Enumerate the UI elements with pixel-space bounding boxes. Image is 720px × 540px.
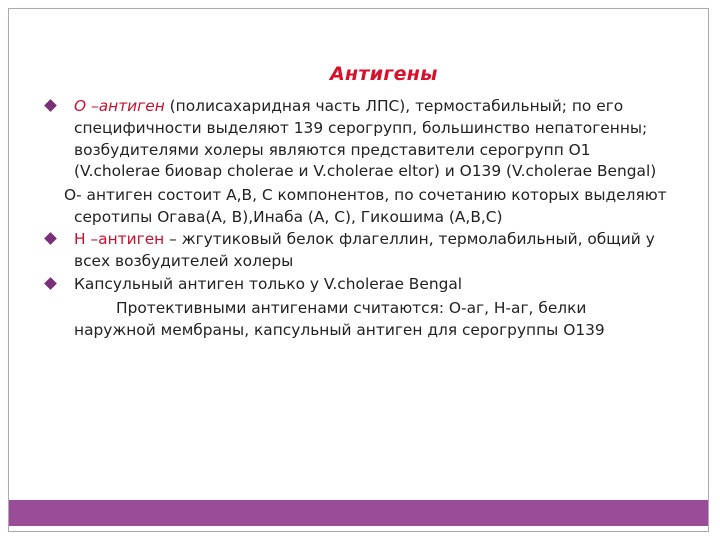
- slide-title: Антигены: [330, 63, 438, 85]
- o-antigen-components-text: О- антиген состоит А,В, С компонентов, по сочетанию которых выделяют серотипы Огава(А, В),Инаба (А, С), Гикошима (А,В,С): [64, 186, 667, 226]
- bullet-capsular-antigen: [40, 274, 670, 296]
- term-o-antigen: О –антиген: [74, 97, 165, 115]
- capsular-antigen-text: Капсульный антиген только у V.cholerae Bengal: [74, 275, 463, 294]
- bullet-h-antigen: [40, 229, 670, 273]
- term-h-antigen: Н –антиген: [74, 229, 165, 248]
- bullet-o-antigen: [40, 96, 670, 183]
- h-antigen-text: – жгутиковый белок флагеллин, термолабильный, общий у всех возбудителей холеры: [74, 229, 655, 270]
- diamond-bullet-icon: [44, 232, 57, 245]
- paragraph-protective-antigens: [40, 298, 670, 342]
- slide-content: [40, 96, 670, 342]
- bottom-accent-bar: [9, 500, 708, 526]
- paragraph-o-antigen-components: [40, 185, 670, 229]
- diamond-bullet-icon: [44, 278, 57, 291]
- diamond-bullet-icon: [44, 99, 57, 112]
- o-antigen-text: (полисахаридная часть ЛПС), термостабильный; по его специфичности выделяют 139 серогрупп, большинство непатогенны; возбудителями холеры являются представители серогрупп О1 (V.cholerae биовар cholerae и V.cholerae eltor) и О139 (V.cholerae Bengal): [74, 97, 657, 181]
- protective-antigens-text: Протективными антигенами считаются: О-аг, Н-аг, белки наружной мембраны, капсульный антиген для серогруппы О139: [74, 299, 605, 339]
